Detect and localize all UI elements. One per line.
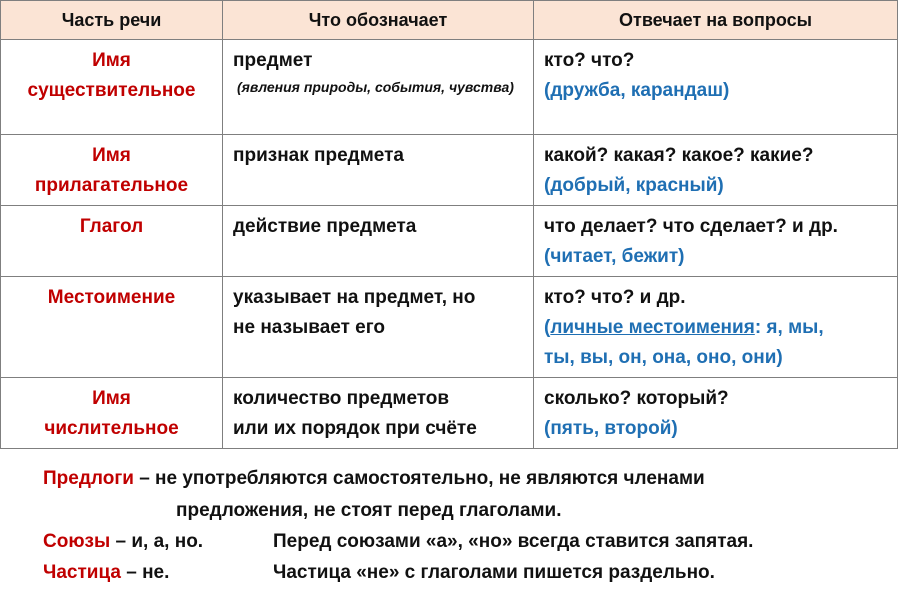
meaning-cell xyxy=(223,40,534,135)
questions-cell xyxy=(534,206,898,277)
meaning-text: признак предмета xyxy=(233,145,404,166)
prepositions-note-line2: предложения, не стоят перед глаголами. xyxy=(176,500,562,521)
question-text: кто? что? и др. xyxy=(544,287,686,308)
part-cell xyxy=(1,277,223,378)
table-row xyxy=(1,206,898,277)
header-questions: Отвечает на вопросы xyxy=(534,1,898,40)
part-cell xyxy=(1,40,223,135)
example-text: (пять, второй) xyxy=(544,418,678,439)
prepositions-note xyxy=(43,468,705,490)
example-text: (дружба, карандаш) xyxy=(544,80,730,101)
questions-cell xyxy=(534,277,898,378)
conjunctions-text: – и, а, но. xyxy=(110,531,204,552)
conjunctions-note xyxy=(43,531,203,553)
prepositions-text: – не употребляются самостоятельно, не являются членами xyxy=(133,468,705,489)
questions-cell xyxy=(534,135,898,206)
table-row xyxy=(1,135,898,206)
part-cell xyxy=(1,206,223,277)
question-text: кто? что? xyxy=(544,50,635,71)
table-row xyxy=(1,40,898,135)
meaning-cell xyxy=(223,277,534,378)
example-rest: : я, мы, xyxy=(754,317,824,338)
part-name: Местоимение xyxy=(47,287,176,308)
meaning-cell xyxy=(223,206,534,277)
question-text: сколько? который? xyxy=(544,388,729,409)
meaning-text: или их порядок при счёте xyxy=(233,418,477,439)
part-name: Имя xyxy=(92,50,131,71)
meaning-text: количество предметов xyxy=(233,388,450,409)
part-name: существительное xyxy=(27,80,196,101)
prepositions-term: Предлоги xyxy=(43,468,134,489)
example-text: (добрый, красный) xyxy=(544,175,724,196)
questions-cell xyxy=(534,378,898,449)
header-row xyxy=(1,1,898,40)
part-name: числительное xyxy=(44,418,179,439)
table-row xyxy=(1,378,898,449)
meaning-text: не называет его xyxy=(233,317,385,338)
example-text: ты, вы, он, она, оно, они) xyxy=(544,347,783,368)
example-text xyxy=(544,317,824,338)
meaning-text: указывает на предмет, но xyxy=(233,287,476,308)
conjunctions-term: Союзы xyxy=(43,531,111,552)
header-meaning: Что обозначает xyxy=(223,1,534,40)
meaning-text: действие предмета xyxy=(233,216,417,237)
questions-cell xyxy=(534,40,898,135)
particle-note xyxy=(43,562,169,584)
particle-rule: Частица «не» с глаголами пишется раздельно. xyxy=(273,562,715,583)
example-paren: ( xyxy=(544,317,551,338)
part-cell xyxy=(1,378,223,449)
particle-term: Частица xyxy=(43,562,121,583)
header-part: Часть речи xyxy=(1,1,223,40)
part-name: Глагол xyxy=(79,216,144,237)
meaning-text: предмет xyxy=(233,50,313,71)
example-text: (читает, бежит) xyxy=(544,246,685,267)
particle-text: – не. xyxy=(120,562,170,583)
part-name: Имя xyxy=(92,145,131,166)
meaning-note: (явления природы, события, чувства) xyxy=(237,79,514,95)
part-name: Имя xyxy=(92,388,131,409)
part-cell xyxy=(1,135,223,206)
question-text: что делает? что сделает? и др. xyxy=(544,216,838,237)
personal-pronouns-link[interactable]: личные местоимения xyxy=(550,317,755,338)
meaning-cell xyxy=(223,135,534,206)
conjunctions-rule: Перед союзами «а», «но» всегда ставится запятая. xyxy=(273,531,754,552)
question-text: какой? какая? какое? какие? xyxy=(544,145,814,166)
meaning-cell xyxy=(223,378,534,449)
table-row xyxy=(1,277,898,378)
part-name: прилагательное xyxy=(34,175,189,196)
